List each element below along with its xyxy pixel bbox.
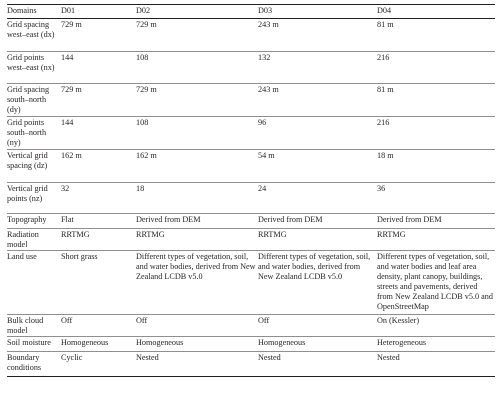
cell-d03: Different types of vegetation, soil, and water bodies, derived from New Zealand LCDB v5.0 — [258, 251, 377, 315]
cell-d01: 144 — [61, 117, 136, 150]
cell-d01: Off — [61, 315, 136, 337]
row-label-cell: Grid points south–north (ny) — [7, 117, 61, 150]
table-row — [7, 52, 495, 84]
cell-d02: Off — [136, 315, 258, 337]
table-row — [7, 229, 495, 251]
domain-configuration-table — [7, 4, 495, 377]
header-cell-domains: Domains — [7, 5, 61, 19]
cell-d04: 81 m — [377, 19, 495, 52]
cell-d01: 32 — [61, 183, 136, 214]
cell-d01: 162 m — [61, 150, 136, 183]
table-header-row — [7, 5, 495, 19]
cell-d04: Different types of vegetation, soil, and water bodies and leaf area density, plant canopy, buildings, streets and pavements, derived from New Zealand LCDB v5.0 and OpenStreetMap — [377, 251, 495, 315]
row-label-cell: Grid spacing south–north (dy) — [7, 84, 61, 117]
row-label-cell: Radiation model — [7, 229, 61, 251]
cell-d02: Derived from DEM — [136, 214, 258, 229]
cell-d03: 243 m — [258, 84, 377, 117]
cell-d04: On (Kessler) — [377, 315, 495, 337]
cell-d03: 96 — [258, 117, 377, 150]
table-row — [7, 150, 495, 183]
cell-d02: 108 — [136, 117, 258, 150]
table-row — [7, 352, 495, 377]
cell-d03: Nested — [258, 352, 377, 377]
cell-d03: 132 — [258, 52, 377, 84]
header-cell-d01: D01 — [61, 5, 136, 19]
cell-d02: Nested — [136, 352, 258, 377]
cell-d03: RRTMG — [258, 229, 377, 251]
table-row — [7, 214, 495, 229]
cell-d04: 216 — [377, 117, 495, 150]
table-row — [7, 84, 495, 117]
cell-d03: Derived from DEM — [258, 214, 377, 229]
header-cell-d04: D04 — [377, 5, 495, 19]
cell-d04: Heterogeneous — [377, 337, 495, 352]
cell-d04: 18 m — [377, 150, 495, 183]
cell-d02: 162 m — [136, 150, 258, 183]
cell-d02: 108 — [136, 52, 258, 84]
header-cell-d02: D02 — [136, 5, 258, 19]
row-label-cell: Boundary conditions — [7, 352, 61, 377]
cell-d01: 144 — [61, 52, 136, 84]
header-cell-d03: D03 — [258, 5, 377, 19]
row-label-cell: Vertical grid points (nz) — [7, 183, 61, 214]
cell-d04: Derived from DEM — [377, 214, 495, 229]
cell-d01: 729 m — [61, 19, 136, 52]
cell-d01: RRTMG — [61, 229, 136, 251]
cell-d01: Flat — [61, 214, 136, 229]
cell-d01: 729 m — [61, 84, 136, 117]
table-row — [7, 251, 495, 315]
cell-d02: Homogeneous — [136, 337, 258, 352]
cell-d04: 36 — [377, 183, 495, 214]
cell-d04: 216 — [377, 52, 495, 84]
cell-d02: 729 m — [136, 19, 258, 52]
cell-d04: 81 m — [377, 84, 495, 117]
cell-d03: Homogeneous — [258, 337, 377, 352]
row-label-cell: Topography — [7, 214, 61, 229]
cell-d02: Different types of vegetation, soil, and water bodies, derived from New Zealand LCDB v5.0 — [136, 251, 258, 315]
cell-d01: Homogeneous — [61, 337, 136, 352]
cell-d03: Off — [258, 315, 377, 337]
cell-d04: RRTMG — [377, 229, 495, 251]
cell-d01: Cyclic — [61, 352, 136, 377]
table-row — [7, 117, 495, 150]
row-label-cell: Vertical grid spacing (dz) — [7, 150, 61, 183]
cell-d02: 729 m — [136, 84, 258, 117]
row-label-cell: Land use — [7, 251, 61, 315]
cell-d02: RRTMG — [136, 229, 258, 251]
cell-d02: 18 — [136, 183, 258, 214]
cell-d01: Short grass — [61, 251, 136, 315]
row-label-cell: Grid spacing west–east (dx) — [7, 19, 61, 52]
row-label-cell: Soil moisture — [7, 337, 61, 352]
table-row — [7, 337, 495, 352]
table-row — [7, 183, 495, 214]
table-row — [7, 315, 495, 337]
cell-d03: 24 — [258, 183, 377, 214]
cell-d03: 54 m — [258, 150, 377, 183]
row-label-cell: Grid points west–east (nx) — [7, 52, 61, 84]
row-label-cell: Bulk cloud model — [7, 315, 61, 337]
cell-d03: 243 m — [258, 19, 377, 52]
table-row — [7, 19, 495, 52]
cell-d04: Nested — [377, 352, 495, 377]
